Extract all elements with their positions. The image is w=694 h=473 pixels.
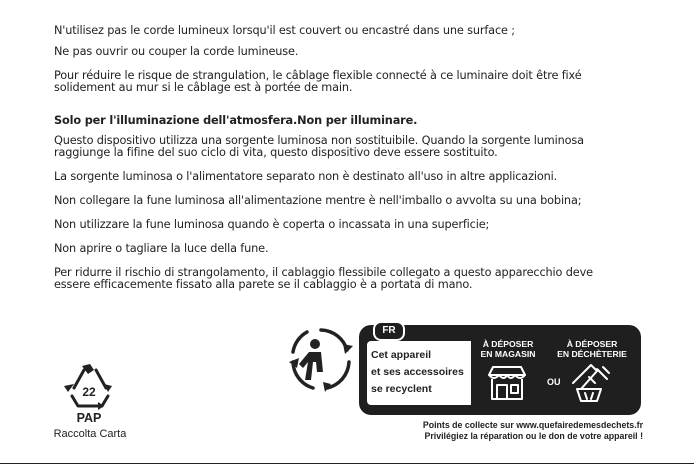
it-line-5: Non aprire o tagliare la luce della fune.	[54, 242, 269, 255]
it-line-4: Non utilizzare la fune luminosa quando è coperta o incassata in una superficie;	[54, 218, 490, 231]
fr-line-2: Ne pas ouvrir ou couper la corde lumineuse.	[54, 45, 299, 58]
recycling-caption: Raccolta Carta	[53, 428, 127, 440]
it-line-2: La sorgente luminosa o l'alimentatore separato non è destinato all'uso in altre applicazioni.	[54, 170, 558, 183]
recycling-info-box	[359, 325, 641, 415]
store-icon	[485, 363, 529, 403]
it-line-1: Questo dispositivo utilizza una sorgente luminosa non sostituibile. Quando la sorgente luminosa raggiunge la fifine del suo ciclo di vita, questo dispositivo deve essere sostituito.	[54, 134, 584, 159]
it-line-6: Per ridurre il rischio di strangolamento, il cablaggio flessibile collegato a questo apparecchio deve essere efficacemente fissato alla parete se il cablaggio è a portata di mano.	[54, 266, 593, 291]
recycling-code-block	[50, 362, 130, 442]
triman-logo	[283, 322, 357, 396]
fr-line-3: Pour réduire le risque de strangulation, le câblage flexible connecté à ce luminaire doit être fixé solidement au mur si le câblage est à portée de main.	[54, 69, 582, 94]
it-heading: Solo per l'illuminazione dell'atmosfera.Non per illuminare.	[54, 114, 418, 127]
triman-icon	[283, 322, 357, 396]
waste-center-label: À DÉPOSER EN DÉCHÈTERIE	[557, 339, 627, 359]
recycling-code-number: 22	[82, 385, 96, 399]
recycle-message: Cet appareil et ses accessoires se recyclent	[371, 349, 464, 395]
or-label: OU	[547, 377, 561, 387]
bottom-divider	[0, 463, 694, 464]
collection-points-note: Points de collecte sur www.quefairedemesdechets.fr Privilégiez la réparation ou le don de votre appareil !	[422, 420, 643, 441]
fr-badge: FR	[373, 321, 405, 341]
recycling-material: PAP	[76, 411, 102, 425]
recycle-message-panel	[367, 341, 471, 405]
fr-line-1: N'utilisez pas le corde lumineux lorsqu'il est couvert ou encastré dans une surface ;	[54, 24, 515, 37]
store-drop-label: À DÉPOSER EN MAGASIN	[480, 339, 536, 359]
waste-bin-icon	[567, 359, 613, 405]
it-line-3: Non collegare la fune luminosa all'alimentazione mentre è nell'imballo o avvolta su una bobina;	[54, 194, 582, 207]
